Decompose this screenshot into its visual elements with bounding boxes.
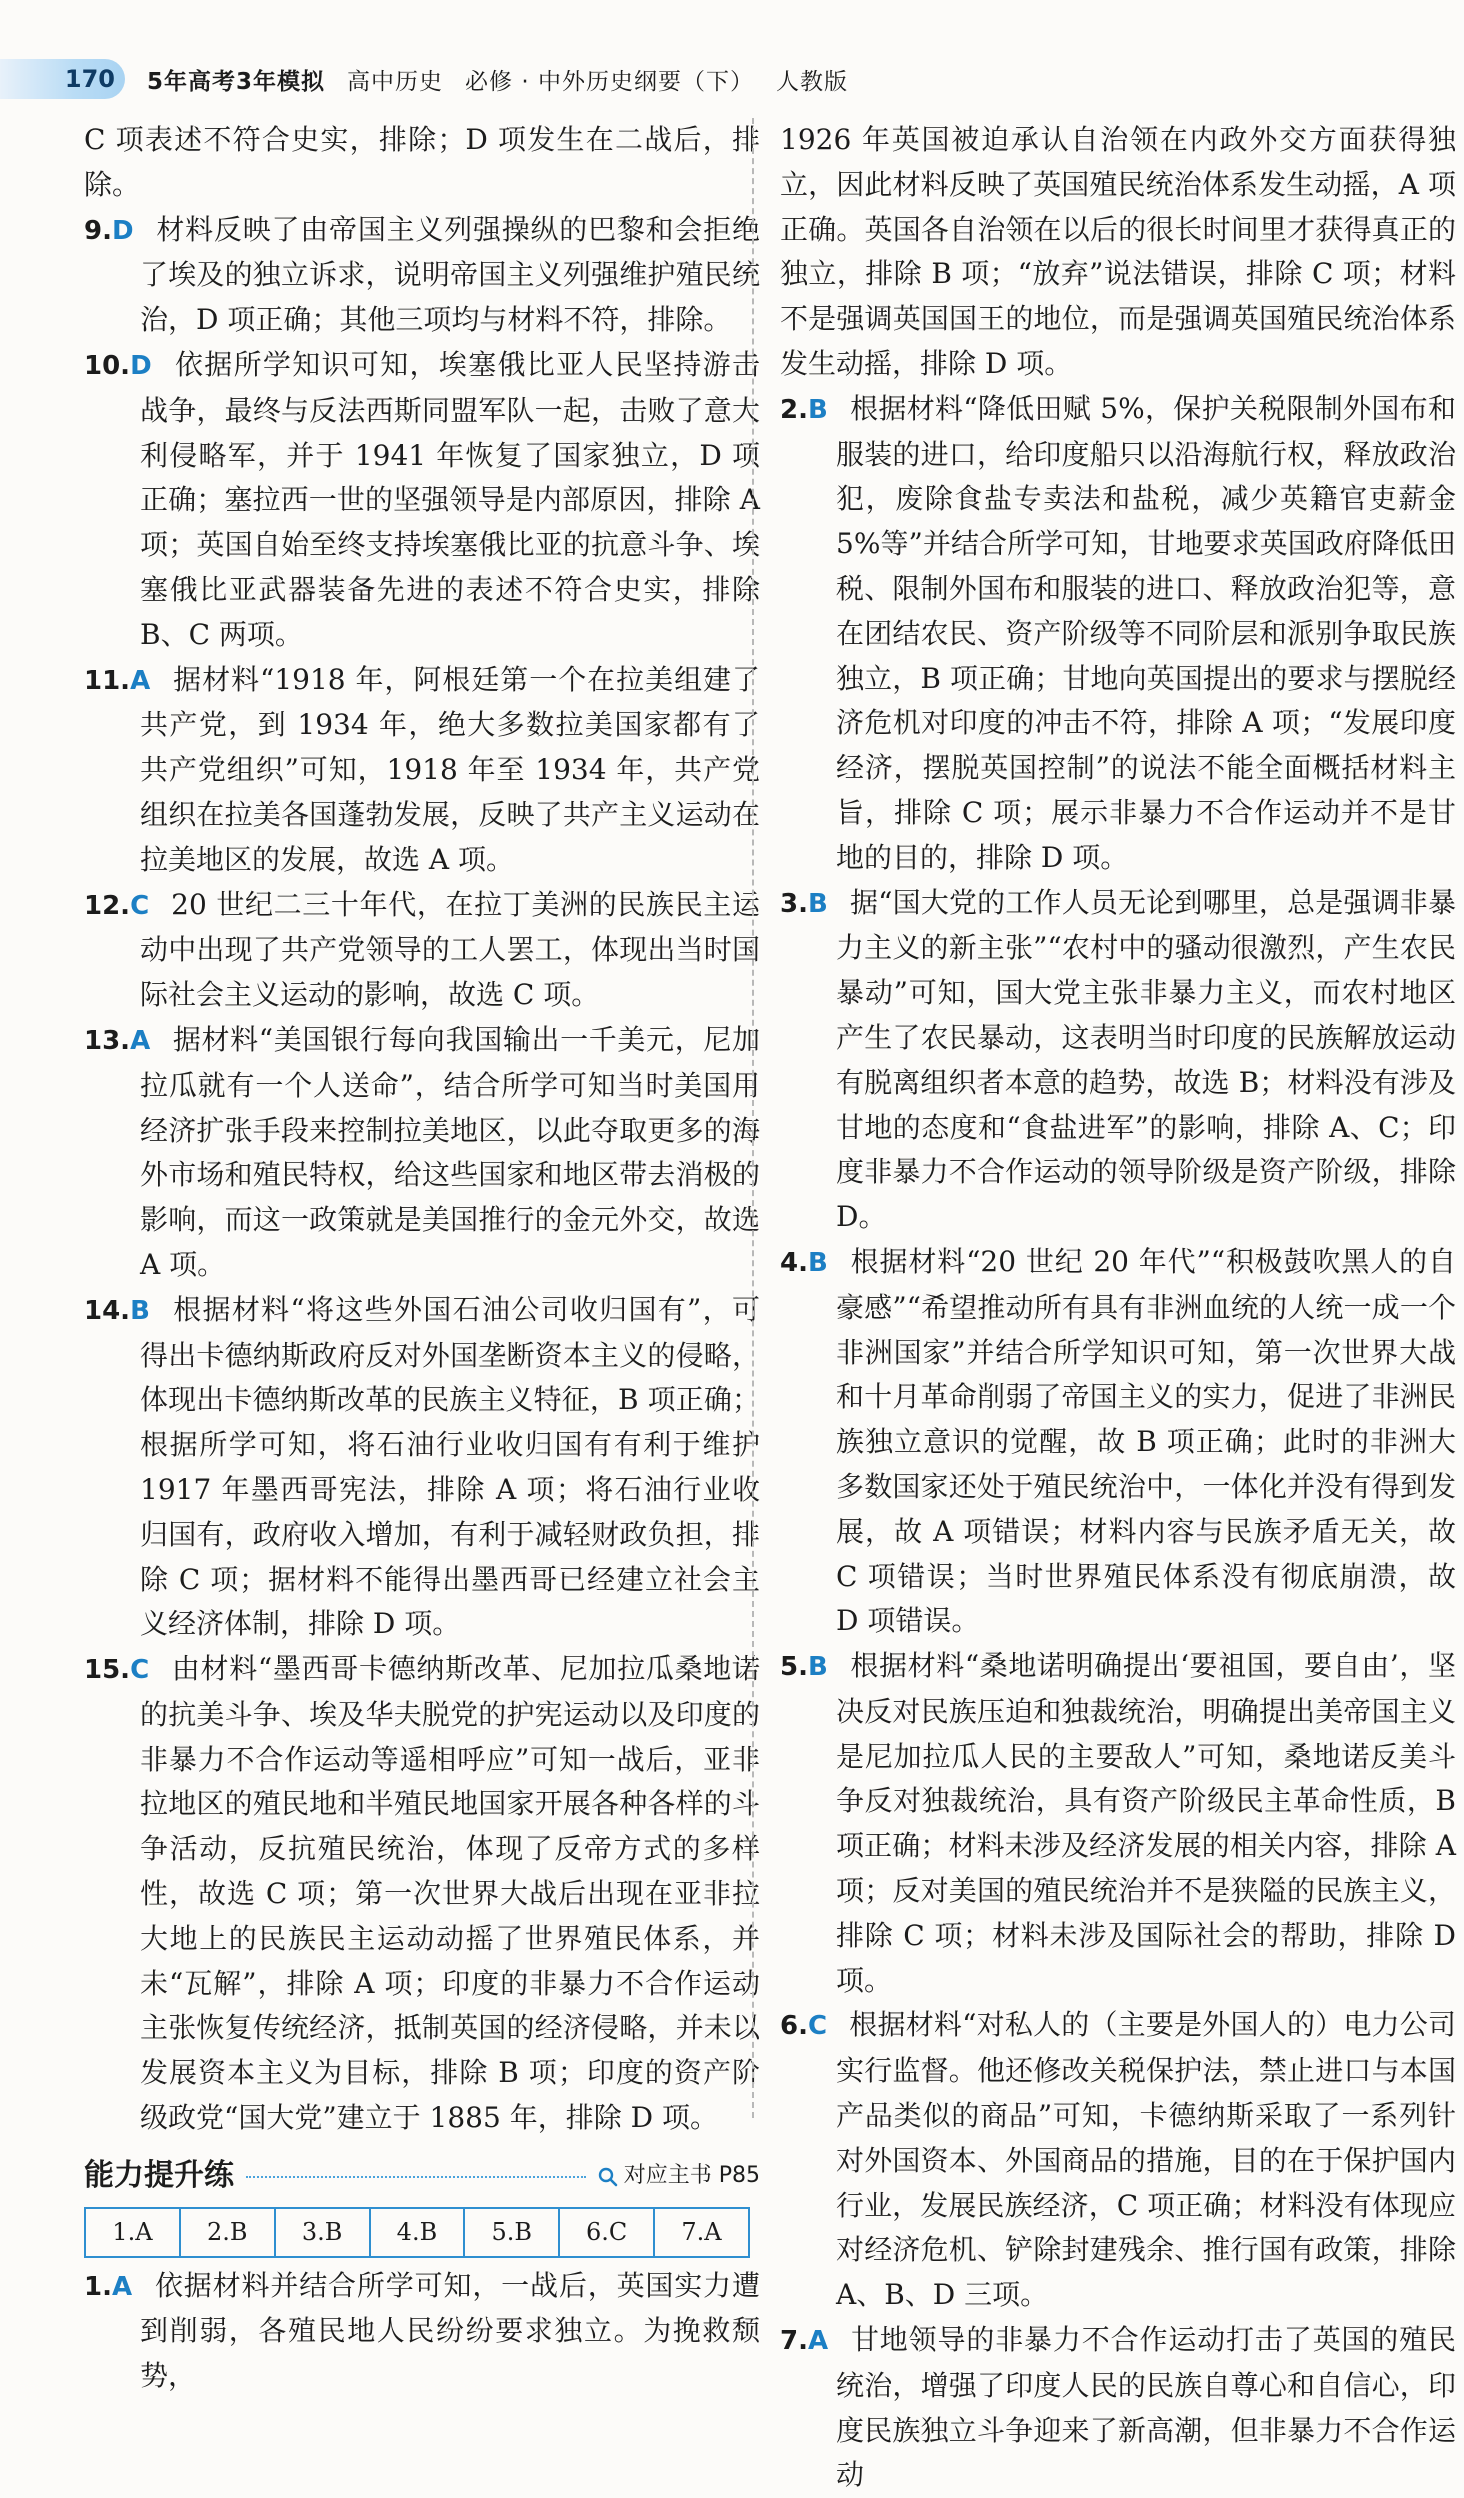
answer-item: 9.D 材料反映了由帝国主义列强操纵的巴黎和会拒绝了埃及的独立诉求，说明帝国主义列强维护殖民统治，D 项正确；其他三项均与材料不符，排除。 xyxy=(84,212,760,337)
page-number-tab xyxy=(0,59,125,99)
answer-item: 14.B 根据材料“将这些外国石油公司收归国有”，可得出卡德纳斯政府反对外国垄断资本主义的侵略，体现出卡德纳斯改革的民族主义特征，B 项正确；根据所学可知，将石油行业收归国有有利于维护 1917 年墨西哥宪法，排除 A 项；将石油行业收归国有，政府收入增加，有利于减轻财政负担，排除 C 项；据材料不能得出墨西哥已经建立社会主义经济体制，排除 D 项。 xyxy=(84,1292,760,1641)
answer-table xyxy=(84,2207,750,2258)
section-reference: 对应主书 P85 xyxy=(598,2154,760,2199)
page-number: 170 xyxy=(64,65,115,93)
answer-item: 10.D 依据所学知识可知，埃塞俄比亚人民坚持游击战争，最终与反法西斯同盟军队一起，击败了意大利侵略军，并于 1941 年恢复了国家独立，D 项正确；塞拉西一世的坚强领导是内部原因，排除 A 项；英国自始至终支持埃塞俄比亚的抗意斗争、埃塞俄比亚武器装备先进的表述不符合史实，排除 B、C 两项。 xyxy=(84,347,760,651)
answer-item: 1.A 依据材料并结合所学可知，一战后，英国实力遭到削弱，各殖民地人民纷纷要求独立。为挽救颓势， xyxy=(84,2268,760,2393)
table-row xyxy=(85,2208,749,2257)
answer-item: 7.A 甘地领导的非暴力不合作运动打击了英国的殖民统治，增强了印度人民的民族自尊心和自信心，印度民族独立斗争迎来了新高潮，但非暴力不合作运动 xyxy=(780,2323,1456,2492)
search-icon xyxy=(598,2167,618,2187)
column-divider xyxy=(752,118,754,2118)
answer-item: 12.C 20 世纪二三十年代，在拉丁美洲的民族民主运动中出现了共产党领导的工人罢工，体现出当时国际社会主义运动的影响，故选 C 项。 xyxy=(84,887,760,1012)
book-series: 5年高考3年模拟 xyxy=(147,68,326,95)
answer-item: 5.B 根据材料“桑地诺明确提出‘要祖国，要自由’，坚决反对民族压迫和独裁统治，明确提出美帝国主义是尼加拉瓜人民的主要敌人”可知，桑地诺反美斗争反对独裁统治，具有资产阶级民主革命性质，B 项正确；材料未涉及经济发展的相关内容，排除 A 项；反对美国的殖民统治并不是狭隘的民族主义，排除 C 项；材料未涉及国际社会的帮助，排除 D 项。 xyxy=(780,1649,1456,1997)
answer-item: 6.C 根据材料“对私人的（主要是外国人的）电力公司实行监督。他还修改关税保护法，禁止进口与本国产品类似的商品”可知，卡德纳斯采取了一系列针对外国资本、外国商品的措施，目的在于保护国内行业，发展民族经济，C 项正确；材料没有体现应对经济危机、铲除封建残余、推行国有政策，排除 A、B、D 三项。 xyxy=(780,2008,1456,2312)
answer-cell: 6.C xyxy=(559,2208,654,2257)
left-column xyxy=(84,118,760,2399)
answer-item: 15.C 由材料“墨西哥卡德纳斯改革、尼加拉瓜桑地诺的抗美斗争、埃及华夫脱党的护宪运动以及印度的非暴力不合作运动等遥相呼应”可知一战后，亚非拉地区的殖民地和半殖民地国家开展各种各样的斗争活动，反抗殖民统治，体现了反帝方式的多样性，故选 C 项；第一次世界大战后出现在亚非拉大地上的民族民主运动动摇了世界殖民体系，并未“瓦解”，排除 A 项；印度的非暴力不合作运动主张恢复传统经济，抵制英国的经济侵略，并未以发展资本主义为目标，排除 B 项；印度的资产阶级政党“国大党”建立于 1885 年，排除 D 项。 xyxy=(84,1652,760,2135)
continued-text: C 项表述不符合史实，排除；D 项发生在二战后，排除。 xyxy=(84,123,760,201)
answer-item: 4.B 根据材料“20 世纪 20 年代”“积极鼓吹黑人的自豪感”“希望推动所有具有非洲血统的人统一成一个非洲国家”并结合所学知识可知，第一次世界大战和十月革命削弱了帝国主义的实力，促进了非洲民族独立意识的觉醒，故 B 项正确；此时的非洲大多数国家还处于殖民统治中，一体化并没有得到发展，故 A 项错误；材料内容与民族矛盾无关，故 C 项错误；当时世界殖民体系没有彻底崩溃，故 D 项错误。 xyxy=(780,1244,1456,1638)
answer-cell: 2.B xyxy=(180,2208,275,2257)
answer-item: 11.A 据材料“1918 年，阿根廷第一个在拉美组建了共产党，到 1934 年，绝大多数拉美国家都有了共产党组织”可知，1918 年至 1934 年，共产党组织在拉美各国蓬勃发展，反映了共产主义运动在拉美地区的发展，故选 A 项。 xyxy=(84,662,760,876)
section-title: 能力提升练 xyxy=(84,2158,234,2194)
section-header xyxy=(84,2155,760,2199)
answer-cell: 3.B xyxy=(275,2208,370,2257)
edition: 人教版 xyxy=(775,68,848,95)
subject: 高中历史 xyxy=(347,68,444,95)
continued-text: 1926 年英国被迫承认自治领在内政外交方面获得独立，因此材料反映了英国殖民统治体系发生动摇，A 项正确。英国各自治领在以后的很长时间里才获得真正的独立，排除 B 项；“放弃”说法错误，排除 C 项；材料不是强调英国国王的地位，而是强调英国殖民统治体系发生动摇，排除 D 项。 xyxy=(780,123,1456,380)
answer-cell: 1.A xyxy=(85,2208,180,2257)
answer-cell: 4.B xyxy=(370,2208,465,2257)
answer-item: 13.A 据材料“美国银行每向我国输出一千美元，尼加拉瓜就有一个人送命”，结合所学可知当时美国用经济扩张手段来控制拉美地区，以此夺取更多的海外市场和殖民特权，给这些国家和地区带去消极的影响，而这一政策就是美国推行的金元外交，故选 A 项。 xyxy=(84,1022,760,1281)
page-header xyxy=(0,55,1464,103)
answer-item: 2.B 根据材料“降低田赋 5%，保护关税限制外国布和服装的进口，给印度船只以沿海航行权，释放政治犯，废除食盐专卖法和盐税，减少英籍官吏薪金 5%等”并结合所学可知，甘地要求英国政府降低田税、限制外国布和服装的进口、释放政治犯等，意在团结农民、资产阶级等不同阶层和派别争取民族独立，B 项正确；甘地向英国提出的要求与摆脱经济危机对印度的冲击不符，排除 A 项；“发展印度经济，摆脱英国控制”的说法不能全面概括材料主旨，排除 C 项；展示非暴力不合作运动并不是甘地的目的，排除 D 项。 xyxy=(780,391,1456,874)
answer-item: 3.B 据“国大党的工作人员无论到哪里，总是强调非暴力主义的新主张”“农村中的骚动很激烈，产生农民暴动”可知，国大党主张非暴力主义，而农村地区产生了农民暴动，这表明当时印度的民族解放运动有脱离组织者本意的趋势，故选 B；材料没有涉及甘地的态度和“食盐进军”的影响，排除 A、C；印度非暴力不合作运动的领导阶级是资产阶级，排除 D。 xyxy=(780,885,1456,1234)
book-title: 必修 · 中外历史纲要（下） xyxy=(465,68,754,95)
answer-cell: 7.A xyxy=(654,2208,749,2257)
answer-cell: 5.B xyxy=(464,2208,559,2257)
section-divider xyxy=(246,2176,586,2178)
right-column xyxy=(780,118,1456,2498)
